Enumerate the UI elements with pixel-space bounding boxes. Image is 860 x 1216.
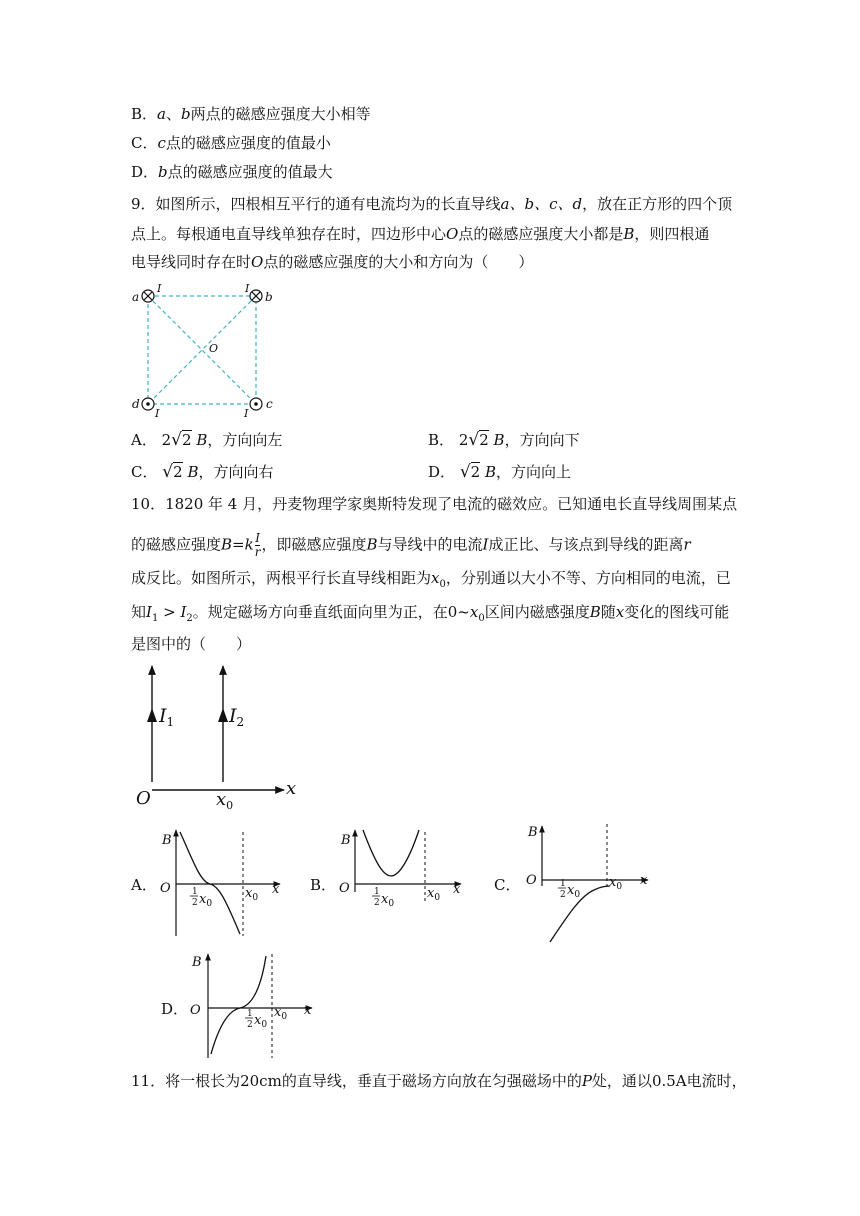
q9-option-b: B． 2√2 B，方向向下 [428,430,580,450]
label-i2: $I_2$ [229,705,245,729]
q10-stem-line2: 的磁感应强度B=k $\frac{I}{r}$ ，即磁感应强度B与导线中的电流I成正比、与该点到导线的距离r [131,531,691,559]
graph-a-x-label: x [272,882,280,897]
label-origin: O [136,788,151,809]
graph-d [184,950,318,1060]
graph-c-b-label: B [528,825,538,840]
graph-b-x0-label: $x_0$ [427,886,441,903]
label-a: a [132,290,140,304]
svg-text:x0: $x_0$ [199,892,213,909]
svg-text:2: 2 [560,890,566,900]
label-x0: $x_0$ [216,789,234,812]
label-current-c: I [244,407,249,420]
svg-text:x0: $x_0$ [381,892,395,909]
graph-c-label: C． [494,876,521,894]
graph-a-x0-label: $x_0$ [245,886,259,903]
svg-text:1: 1 [560,879,566,889]
q9-option-c: C． √2 B，方向向右 [131,462,274,482]
graph-b-half-x0 [372,887,394,909]
wire-b-into-page-icon [250,290,262,302]
svg-text:1: 1 [192,887,198,897]
label-i1: $I_1$ [159,705,175,729]
wire-c-out-of-page-icon [250,398,262,410]
q10-wires-figure [132,664,302,812]
q11-stem-line1: 11．将一根长为20cm的直导线，垂直于磁场方向放在匀强磁场中的P处，通以0.5A电流时， [131,1072,747,1090]
label-current-a: I [157,282,162,295]
graph-b-label: B． [310,876,337,894]
wire-a-into-page-icon [142,290,154,302]
graph-d-origin: O [190,1003,201,1018]
graph-a-b-label: B [162,833,172,848]
svg-text:1: 1 [374,887,380,897]
graph-a-half-x0 [190,887,212,909]
q10-stem-line5: 是图中的（ ） [131,635,252,653]
graph-a-curve [180,832,240,934]
q8-option-c: C．c点的磁感应强度的值最小 [131,134,331,152]
label-current-b: I [245,282,250,295]
q10-stem-line3: 成反比。如图所示，两根平行长直导线相距为$x_0$，分别通以大小不等、方向相同的电流，已 [131,569,731,590]
graph-a-origin: O [160,881,171,896]
graph-c-half-x0 [558,879,580,900]
graph-b-b-label: B [341,833,351,848]
graph-b [331,826,465,938]
wire-d-out-of-page-icon [142,398,154,410]
q10-stem-line1: 10．1820 年 4 月，丹麦物理学家奥斯特发现了电流的磁效应。已知通电长直导线周围某点 [131,495,738,513]
label-c: c [266,397,273,411]
graph-d-x-label: x [304,1003,312,1018]
graph-a [152,826,286,938]
label-b: b [265,290,273,304]
label-current-d: I [155,407,160,420]
graph-d-curve [211,956,266,1054]
svg-text:2: 2 [374,898,380,908]
label-x-axis: x [286,778,297,799]
q9-stem-line2: 点上。每根通电直导线单独存在时，四边形中心O点的磁感应强度大小都是B，则四根通 [131,225,710,243]
graph-b-x-label: x [453,882,461,897]
svg-text:x0: $x_0$ [567,883,581,900]
svg-text:1: 1 [247,1009,253,1019]
graph-a-label: A． [131,876,157,894]
graph-d-half-x0 [245,1009,267,1030]
graph-b-curve [363,830,419,876]
graph-d-label: D． [161,1000,189,1018]
square-dashed-lines [148,296,256,404]
q8-option-b: B．a、b两点的磁感应强度大小相等 [131,105,371,123]
svg-text:2: 2 [247,1020,253,1030]
q10-stem-line4: 知$I_1 > I_2$。规定磁场方向垂直纸面向里为正，在$0\sim x_0$区间内磁感强度B随x变化的图线可能 [131,603,730,624]
svg-text:x0: $x_0$ [254,1013,268,1030]
q9-option-d: D． √2 B，方向向上 [428,462,572,482]
label-d: d [132,397,140,411]
graph-d-b-label: B [192,955,202,970]
graph-d-x0-label: $x_0$ [274,1005,288,1022]
graph-c-x0-label: $x_0$ [609,875,623,892]
wire-2-current-arrow-icon [218,708,228,722]
q9-square-figure [128,282,288,420]
graph-b-origin: O [339,881,350,896]
graph-c [516,822,654,946]
svg-text:2: 2 [192,898,198,908]
graph-c-origin: O [526,873,537,888]
q9-option-a: A． 2√2 B，方向向左 [131,430,283,450]
label-center-o: O [209,342,219,355]
graph-c-x-label: x [640,873,648,888]
q9-stem-line1: 9．如图所示，四根相互平行的通有电流均为的长直导线a、b、c、d，放在正方形的四个顶 [131,195,733,213]
wire-1-current-arrow-icon [147,708,157,722]
q8-option-d: D．b点的磁感应强度的值最大 [131,163,333,181]
q9-stem-line3: 电导线同时存在时O点的磁感应强度的大小和方向为（ ） [131,253,534,271]
